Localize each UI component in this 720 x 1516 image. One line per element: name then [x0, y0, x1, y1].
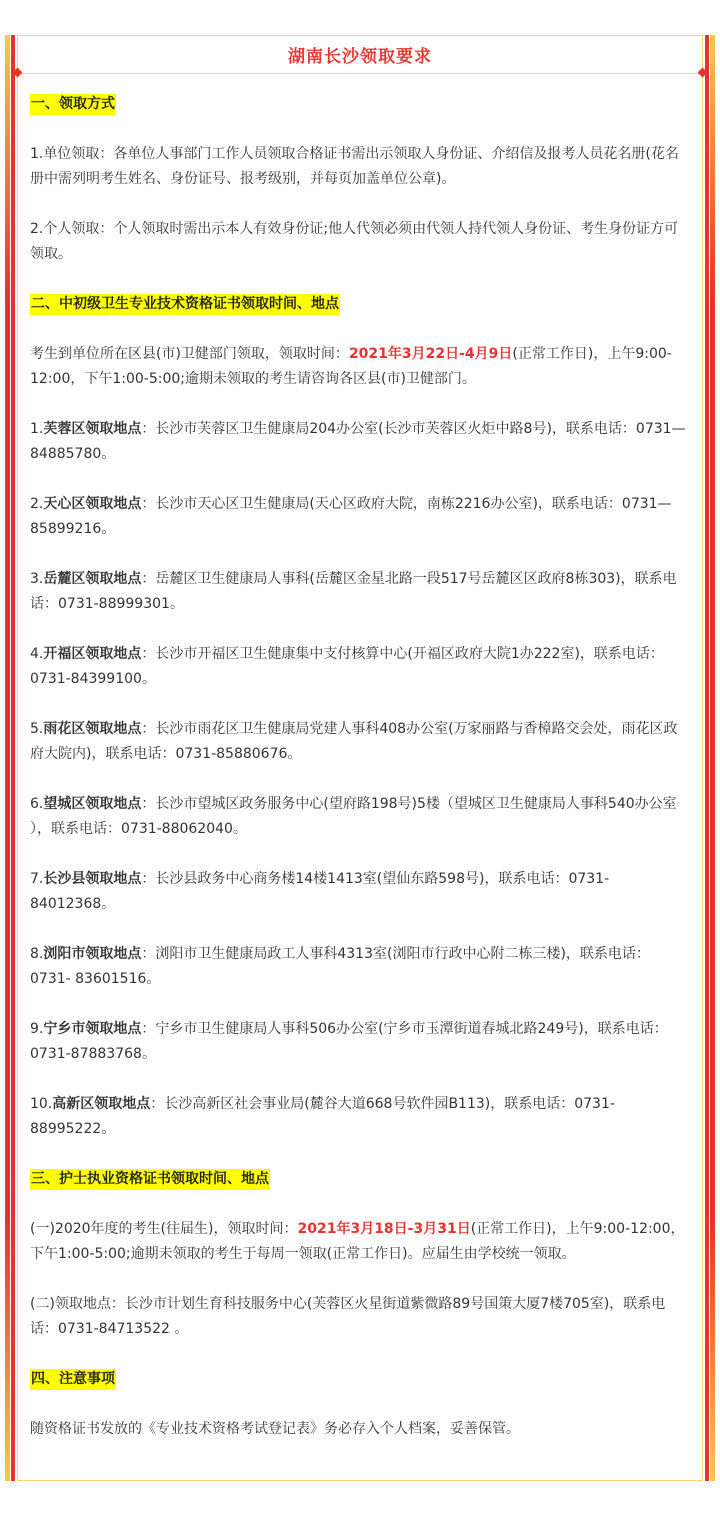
paragraph-nurse-location: (二)领取地点：长沙市计划生育科技服务中心(芙蓉区火星街道紫微路89号国策大厦7楼705室)，联系电话：0731-84713522 。 [30, 1296, 666, 1337]
paragraph-nurse-time: (一)2020年度的考生(往届生)，领取时间：2021年3月18日-3月31日(正常工作日)，上午9:00-12:00，下午1:00-5:00;逾期未领取的考生于每周一领取(正常工作日)。应届生由学校统一领取。 [30, 1221, 685, 1262]
article-body [30, 92, 690, 1467]
list-item: 8.浏阳市领取地点：浏阳市卫生健康局政工人事科4313室(浏阳市行政中心附二栋三楼)，联系电话：0731- 83601516。 [30, 946, 650, 987]
list-item: 9.宁乡市领取地点：宁乡市卫生健康局人事科506办公室(宁乡市玉潭街道春城北路249号)，联系电话：0731-87883768。 [30, 1021, 668, 1062]
content-panel [17, 35, 703, 1481]
right-inner-rail [705, 35, 709, 1481]
list-item: 7.长沙县领取地点：长沙县政务中心商务楼14楼1413室(望仙东路598号)，联系电话：0731-84012368。 [30, 871, 610, 912]
pickup-date-range: 2021年3月22日-4月9日 [348, 346, 513, 362]
list-item: 4.开福区领取地点：长沙市开福区卫生健康集中支付核算中心(开福区政府大院1办222室)，联系电话：0731-84399100。 [30, 646, 664, 687]
list-item: 2.天心区领取地点：长沙市天心区卫生健康局(天心区政府大院，南栋2216办公室)，联系电话：0731—85899216。 [30, 496, 672, 537]
list-item: 5.雨花区领取地点：长沙市雨花区卫生健康局党建人事科408办公室(万家丽路与香樟路交会处，雨花区政府大院内)，联系电话：0731-85880676。 [30, 721, 678, 762]
section-heading-3: 三、护士执业资格证书领取时间、地点 [30, 1167, 690, 1192]
left-decor-rail [5, 35, 10, 1481]
section-heading-1: 一、领取方式 [30, 92, 690, 117]
paragraph-personal-pickup: 2.个人领取：个人领取时需出示本人有效身份证;他人代领必须由代领人持代领人身份证、考生身份证方可领取。 [30, 221, 679, 262]
nurse-date-range: 2021年3月18日-3月31日 [297, 1221, 471, 1237]
title-bar [18, 36, 702, 74]
list-item: 1.芙蓉区领取地点：长沙市芙蓉区卫生健康局204办公室(长沙市芙蓉区火炬中路8号)，联系电话：0731—84885780。 [30, 421, 686, 462]
left-inner-rail [11, 35, 15, 1481]
article-frame [0, 35, 720, 1481]
list-item: 6.望城区领取地点：长沙市望城区政务服务中心(望府路198号)5楼（望城区卫生健康局人事科540办公室 ），联系电话：0731-88062040。 [30, 796, 677, 837]
list-item: 10.高新区领取地点：长沙高新区社会事业局(麓谷大道668号软件园B113)，联系电话：0731-88995222。 [30, 1096, 615, 1137]
section-heading-2: 二、中初级卫生专业技术资格证书领取时间、地点 [30, 292, 690, 317]
paragraph-unit-pickup: 1.单位领取：各单位人事部门工作人员领取合格证书需出示领取人身份证、介绍信及报考人员花名册(花名册中需列明考生姓名、身份证号、报考级别，并每页加盖单位公章)。 [30, 146, 679, 187]
list-item: 3.岳麓区领取地点：岳麓区卫生健康局人事科(岳麓区金星北路一段517号岳麓区区政府8栋303)，联系电话：0731-88999301。 [30, 571, 677, 612]
paragraph-notice: 随资格证书发放的《专业技术资格考试登记表》务必存入个人档案，妥善保管。 [30, 1421, 520, 1437]
paragraph-pickup-time: 考生到单位所在区县(市)卫健部门领取，领取时间：2021年3月22日-4月9日(正常工作日)，上午9:00-12:00，下午1:00-5:00;逾期未领取的考生请咨询各区县(市)卫健部门。 [30, 346, 672, 387]
page-title: 湖南长沙领取要求 [288, 47, 432, 67]
section-heading-4: 四、注意事项 [30, 1367, 690, 1392]
right-decor-rail [710, 35, 715, 1481]
